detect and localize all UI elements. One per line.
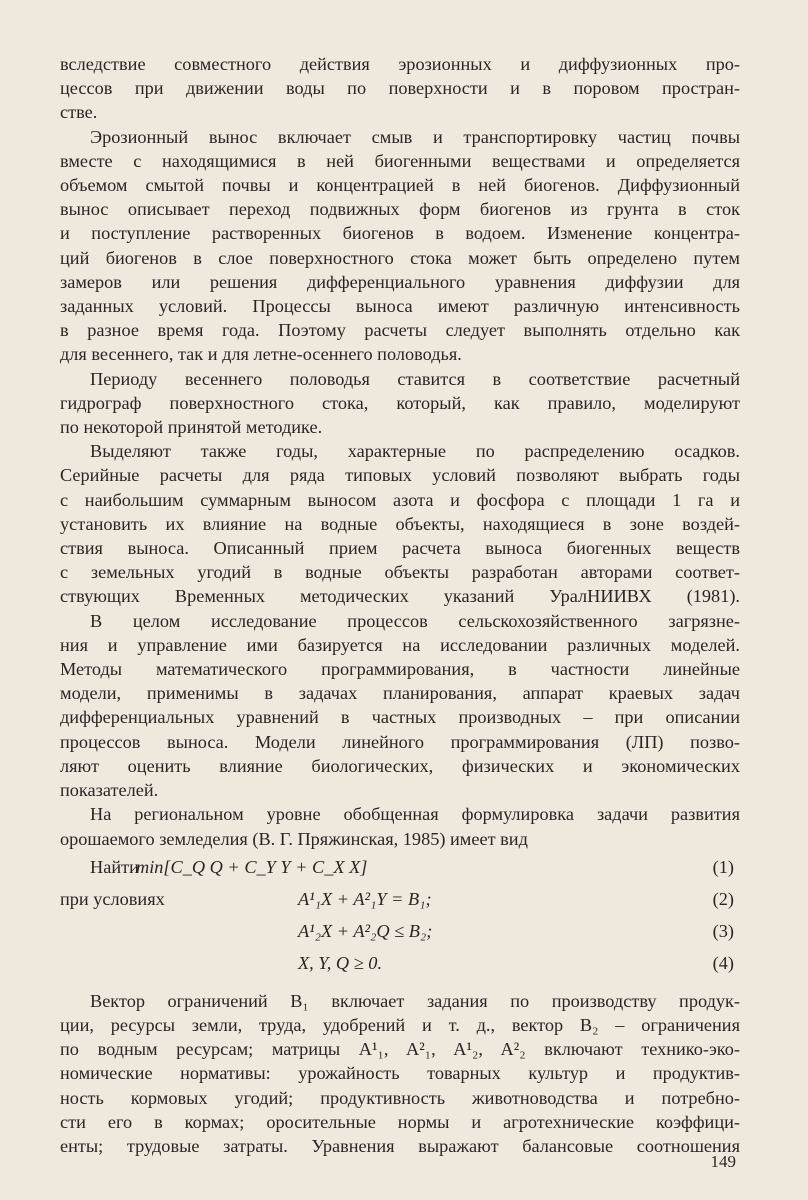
text-line: вынос описывает переход подвижных форм биогенов из грунта в сток: [60, 199, 740, 220]
equation-4: [60, 947, 740, 979]
text-line: цессов при движении воды по поверхности и в поровом простран-: [60, 78, 740, 99]
equation-label: Найти: [90, 856, 139, 877]
equation-number: (1): [712, 856, 734, 877]
equation-expression: A¹₁X + A²₁Y = B₁;: [298, 888, 432, 909]
text-line: для весеннего, так и для летне-осеннего половодья.: [60, 344, 462, 365]
text-line: ствующих Временных методических указаний УралНИИВХ (1981).: [60, 586, 740, 607]
text-line: по водным ресурсам; матрицы A¹₁, A²₁, A¹₂, A²₂ включают технико-эко-: [60, 1039, 740, 1060]
equation-expression: A¹₂X + A²₂Q ≤ B₂;: [298, 920, 433, 941]
text-line: гидрограф поверхностного стока, который, как правило, моделируют: [60, 392, 740, 413]
text-line: В целом исследование процессов сельскохозяйственного загрязне-: [90, 610, 740, 631]
equation-expression: min[C_Q Q + C_Y Y + C_X X]: [136, 856, 368, 877]
text-line: заданных условий. Процессы выноса имеют различную интенсивность: [60, 296, 740, 317]
text-line: Серийные расчеты для ряда типовых условий позволяют выбрать годы: [60, 465, 740, 486]
equation-expression: X, Y, Q ≥ 0.: [298, 952, 383, 973]
text-line: Выделяют также годы, характерные по распределению осадков.: [90, 441, 740, 462]
text-line: по некоторой принятой методике.: [60, 417, 323, 438]
text-line: вместе с находящимися в ней биогенными веществами и определяется: [60, 150, 740, 171]
equation-number: (4): [712, 952, 734, 973]
text-line: показателей.: [60, 780, 159, 801]
equation-number: (2): [712, 888, 734, 909]
text-line: Вектор ограничений B₁ включает задания по производству продук-: [90, 990, 740, 1011]
text-line: енты; трудовые затраты. Уравнения выражают балансовые соотношения: [60, 1135, 740, 1156]
text-line: ции, ресурсы земли, труда, удобрений и т. д., вектор B₂ – ограничения: [60, 1014, 740, 1035]
text-line: установить их влияние на водные объекты, находящиеся в зоне воздей-: [60, 513, 740, 534]
text-line: ствия выноса. Описанный прием расчета выноса биогенных веществ: [60, 538, 740, 559]
text-line: объемом смытой почвы и концентрацией в ней биогенов. Диффузионный: [60, 175, 740, 196]
text-line: номические нормативы: урожайность товарных культур и продуктив-: [60, 1063, 740, 1084]
text-line: ляют оценить влияние биологических, физических и экономических: [60, 755, 740, 776]
text-line: с земельных угодий в водные объекты разработан авторами соответ-: [60, 562, 740, 583]
text-line: дифференциальных уравнений в частных производных – при описании: [60, 707, 740, 728]
text-line: Периоду весеннего половодья ставится в соответствие расчетный: [90, 368, 740, 389]
text-line: в разное время года. Поэтому расчеты следует выполнять отдельно как: [60, 320, 740, 341]
text-line: ность кормовых угодий; продуктивность животноводства и потребно-: [60, 1087, 740, 1108]
text-line: процессов выноса. Модели линейного программирования (ЛП) позво-: [60, 731, 740, 752]
equation-1: [60, 851, 740, 883]
body-text: [60, 52, 740, 1158]
text-line: ций биогенов в слое поверхностного стока может быть определено путем: [60, 247, 740, 268]
text-line: На региональном уровне обобщенная формулировка задачи развития: [90, 804, 740, 825]
text-line: орошаемого земледелия (В. Г. Пряжинская, 1985) имеет вид: [60, 828, 528, 849]
text-line: стве.: [60, 102, 98, 123]
text-line: с наибольшим суммарным выносом азота и фосфора с площади 1 га и: [60, 489, 740, 510]
text-line: и поступление растворенных биогенов в водоем. Изменение концентра-: [60, 223, 740, 244]
equation-label: при условиях: [60, 888, 165, 909]
text-line: вследствие совместного действия эрозионных и диффузионных про-: [60, 54, 740, 74]
page-number: 149: [710, 1152, 736, 1171]
text-line: замеров или решения дифференциального уравнения диффузии для: [60, 271, 740, 292]
text-line: ния и управление ими базируется на исследовании различных моделей.: [60, 634, 740, 655]
text-line: Эрозионный вынос включает смыв и транспортировку частиц почвы: [90, 126, 740, 147]
equation-2: [60, 883, 740, 915]
equation-3: [60, 915, 740, 947]
equation-number: (3): [712, 920, 734, 941]
text-line: модели, применимы в задачах планирования, аппарат краевых задач: [60, 683, 740, 704]
text-line: сти его в кормах; оросительные нормы и агротехнические коэффици-: [60, 1111, 740, 1132]
text-line: Методы математического программирования, в частности линейные: [60, 659, 740, 680]
